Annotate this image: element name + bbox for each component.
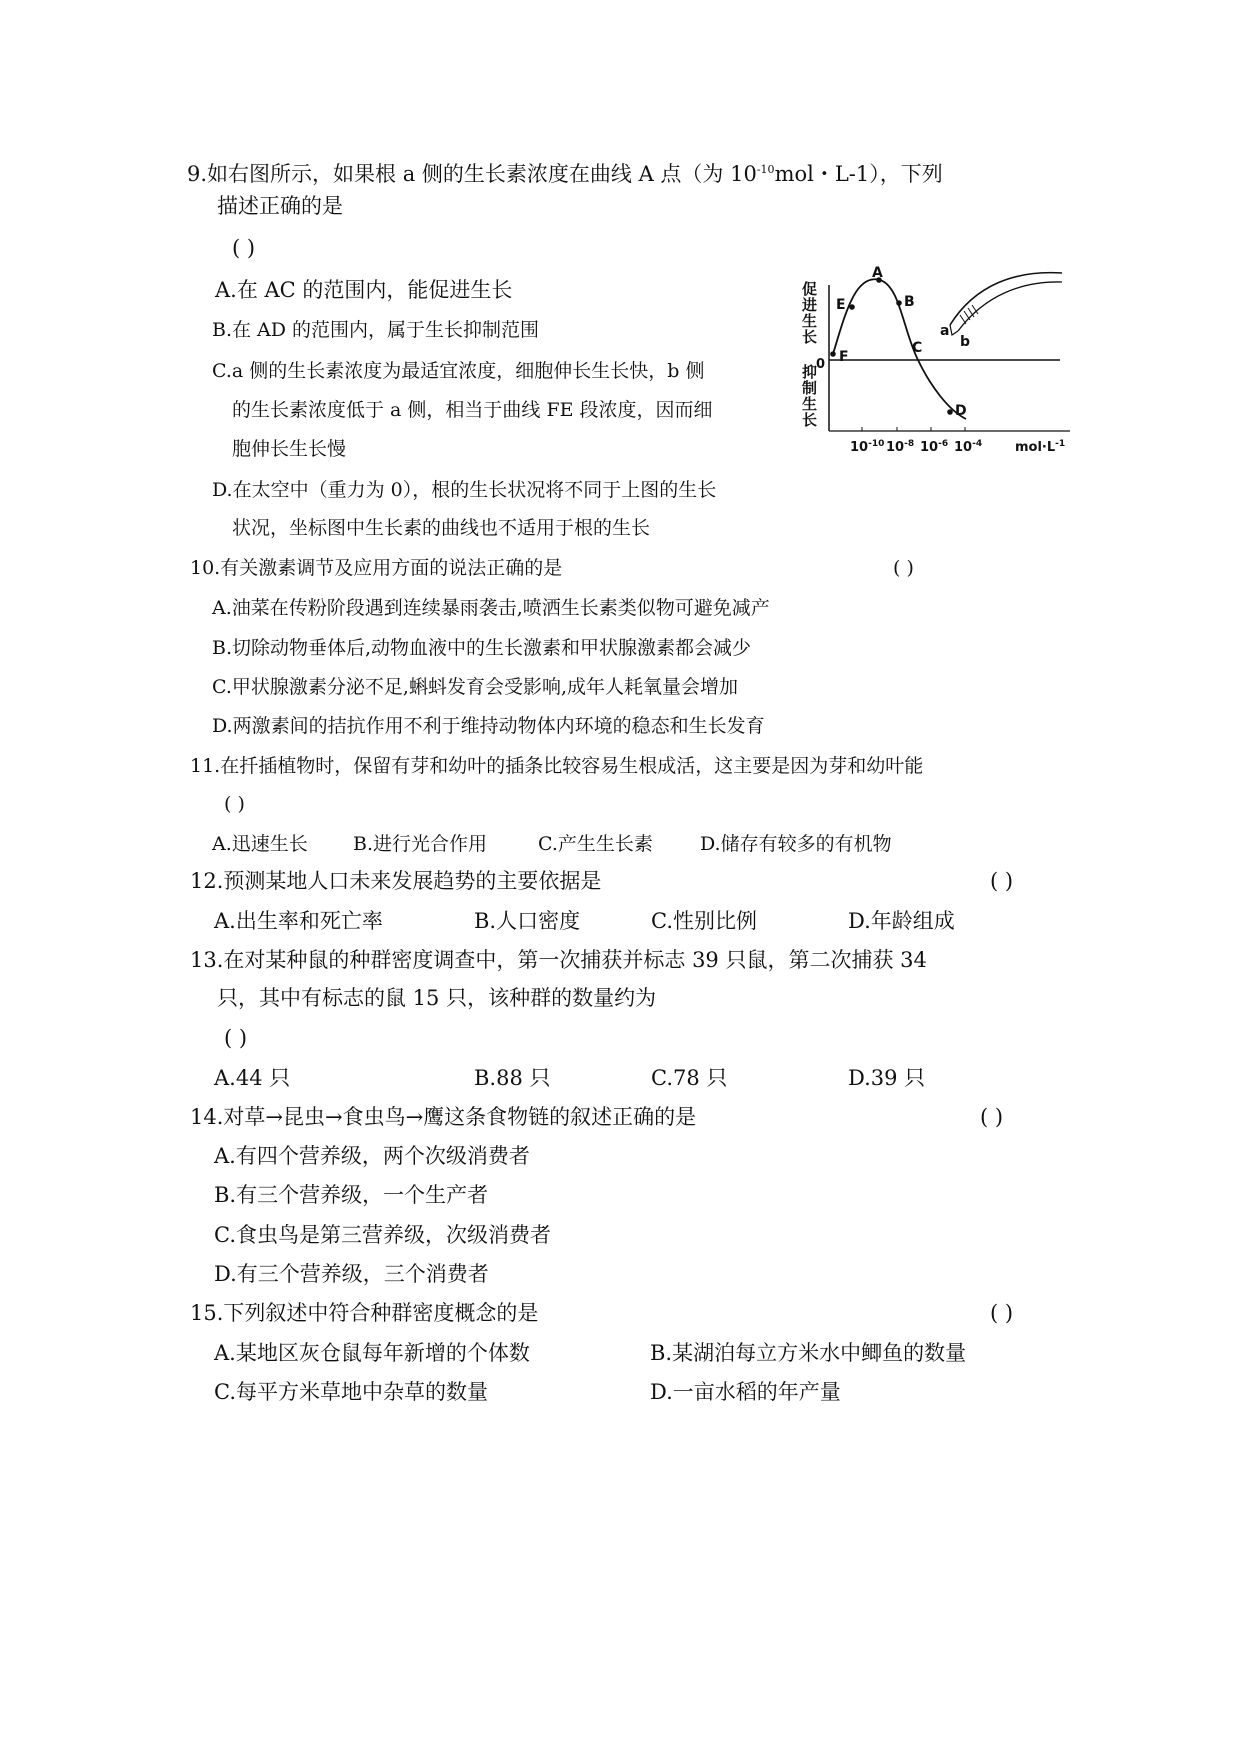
- q13-stem-line1: 13.在对某种鼠的种群密度调查中，第一次捕获并标志 39 只鼠，第二次捕获 34: [190, 948, 927, 972]
- q9-auxin-figure: [800, 265, 1090, 465]
- q9-stem-text-b: mol・L-1），下列: [774, 162, 943, 186]
- label-c: C: [912, 340, 923, 356]
- q14-option-a: A.有四个营养级，两个次级消费者: [214, 1144, 530, 1168]
- q11-answer-paren: ( ): [224, 793, 245, 815]
- q9-option-c-line3: 胞伸长生长慢: [232, 438, 347, 460]
- q10-answer-paren: ( ): [893, 557, 914, 579]
- label-d: D: [955, 403, 967, 419]
- q13-option-a: A.44 只: [214, 1066, 291, 1090]
- q11-stem: 11.在扦插植物时，保留有芽和幼叶的插条比较容易生根成活，这主要是因为芽和幼叶能: [190, 755, 924, 777]
- q15-option-b: B.某湖泊每立方米水中鲫鱼的数量: [650, 1341, 967, 1365]
- y-down-char-3: 生: [802, 395, 818, 413]
- q14-option-c: C.食虫鸟是第三营养级，次级消费者: [214, 1223, 551, 1247]
- y-up-char-3: 生: [802, 312, 818, 330]
- q9-option-c-line1: C.a 侧的生长素浓度为最适宜浓度，细胞伸长生长快，b 侧: [212, 360, 705, 382]
- root-outer-edge: [950, 273, 1062, 325]
- q14-answer-paren: ( ): [980, 1105, 1004, 1129]
- q12-option-a: A.出生率和死亡率: [214, 909, 383, 933]
- q9-answer-paren: ( ): [232, 236, 256, 260]
- q9-number: 9.: [187, 162, 208, 186]
- q11-option-d: D.储存有较多的有机物: [700, 833, 892, 855]
- q12-option-b: B.人口密度: [474, 909, 581, 933]
- q9-stem-text-a: 如右图所示，如果根 a 侧的生长素浓度在曲线 A 点（为 10: [207, 162, 757, 186]
- q13-option-d: D.39 只: [848, 1066, 926, 1090]
- zero-label: 0: [816, 357, 826, 372]
- q15-option-a: A.某地区灰仓鼠每年新增的个体数: [214, 1341, 530, 1365]
- q9-option-b: B.在 AD 的范围内，属于生长抑制范围: [212, 319, 540, 341]
- q9-stem-superscript: -10: [756, 163, 775, 176]
- q13-answer-paren: ( ): [224, 1026, 248, 1050]
- q9-option-a: A.在 AC 的范围内，能促进生长: [215, 278, 513, 302]
- tick-label-1: $10^{-10}$: [850, 439, 885, 455]
- q9-stem-line2: 描述正确的是: [217, 194, 343, 218]
- q9-stem: [187, 156, 943, 188]
- q13-option-b: B.88 只: [474, 1066, 551, 1090]
- q14-option-d: D.有三个营养级，三个消费者: [214, 1262, 489, 1286]
- point-b: [896, 300, 902, 306]
- q12-stem: 12.预测某地人口未来发展趋势的主要依据是: [190, 869, 602, 893]
- q15-option-c: C.每平方米草地中杂草的数量: [214, 1380, 488, 1404]
- y-down-char-4: 长: [802, 411, 818, 429]
- q11-option-b: B.进行光合作用: [353, 833, 488, 855]
- q13-stem-line2: 只，其中有标志的鼠 15 只，该种群的数量约为: [217, 986, 657, 1010]
- q15-option-d: D.一亩水稻的年产量: [650, 1380, 841, 1404]
- q15-stem: 15.下列叙述中符合种群密度概念的是: [190, 1301, 539, 1325]
- q10-option-b: B.切除动物垂体后,动物血液中的生长激素和甲状腺激素都会减少: [212, 637, 752, 659]
- q14-option-b: B.有三个营养级，一个生产者: [214, 1183, 489, 1207]
- label-a: A: [872, 265, 883, 281]
- q13-option-c: C.78 只: [651, 1066, 728, 1090]
- y-down-char-2: 制: [802, 379, 818, 397]
- label-e: E: [836, 297, 846, 313]
- y-down-char-1: 抑: [802, 363, 818, 381]
- q12-answer-paren: ( ): [990, 869, 1014, 893]
- q12-option-c: C.性别比例: [651, 909, 757, 933]
- label-b: B: [904, 294, 915, 310]
- q9-option-c-line2: 的生长素浓度低于 a 侧，相当于曲线 FE 段浓度，因而细: [232, 399, 713, 421]
- q10-option-d: D.两激素间的拮抗作用不利于维持动物体内环境的稳态和生长发育: [212, 715, 765, 737]
- y-up-char-1: 促: [802, 280, 818, 298]
- point-d: [947, 409, 953, 415]
- unit-label: $mol\cdot L^{-1}$: [1015, 439, 1066, 455]
- y-up-char-2: 进: [802, 296, 818, 314]
- tick-label-4: $10^{-4}$: [954, 439, 983, 455]
- q10-option-c: C.甲状腺激素分泌不足,蝌蚪发育会受影响,成年人耗氧量会增加: [212, 676, 738, 698]
- q12-option-d: D.年龄组成: [848, 909, 955, 933]
- root-label-a: a: [940, 323, 950, 339]
- q11-option-c: C.产生生长素: [538, 833, 653, 855]
- q9-option-d-line2: 状况，坐标图中生长素的曲线也不适用于根的生长: [232, 517, 651, 539]
- tick-label-2: $10^{-8}$: [886, 439, 915, 455]
- auxin-curve: [833, 279, 966, 419]
- q9-option-d-line1: D.在太空中（重力为 0），根的生长状况将不同于上图的生长: [212, 479, 717, 501]
- root-label-b: b: [960, 334, 971, 350]
- q10-stem: 10.有关激素调节及应用方面的说法正确的是: [190, 557, 563, 579]
- q15-answer-paren: ( ): [990, 1301, 1014, 1325]
- root-tip: [950, 325, 958, 335]
- tick-label-3: $10^{-6}$: [920, 439, 949, 455]
- q10-option-a: A.油菜在传粉阶段遇到连续暴雨袭击,喷洒生长素类似物可避免减产: [212, 597, 770, 619]
- q11-option-a: A.迅速生长: [212, 833, 308, 855]
- point-f: [830, 351, 836, 357]
- point-e: [849, 304, 855, 310]
- label-f: F: [839, 349, 849, 365]
- root-inner-edge: [958, 282, 1062, 331]
- q14-stem: 14.对草→昆虫→食虫鸟→鹰这条食物链的叙述正确的是: [190, 1105, 697, 1129]
- y-up-char-4: 长: [802, 328, 818, 346]
